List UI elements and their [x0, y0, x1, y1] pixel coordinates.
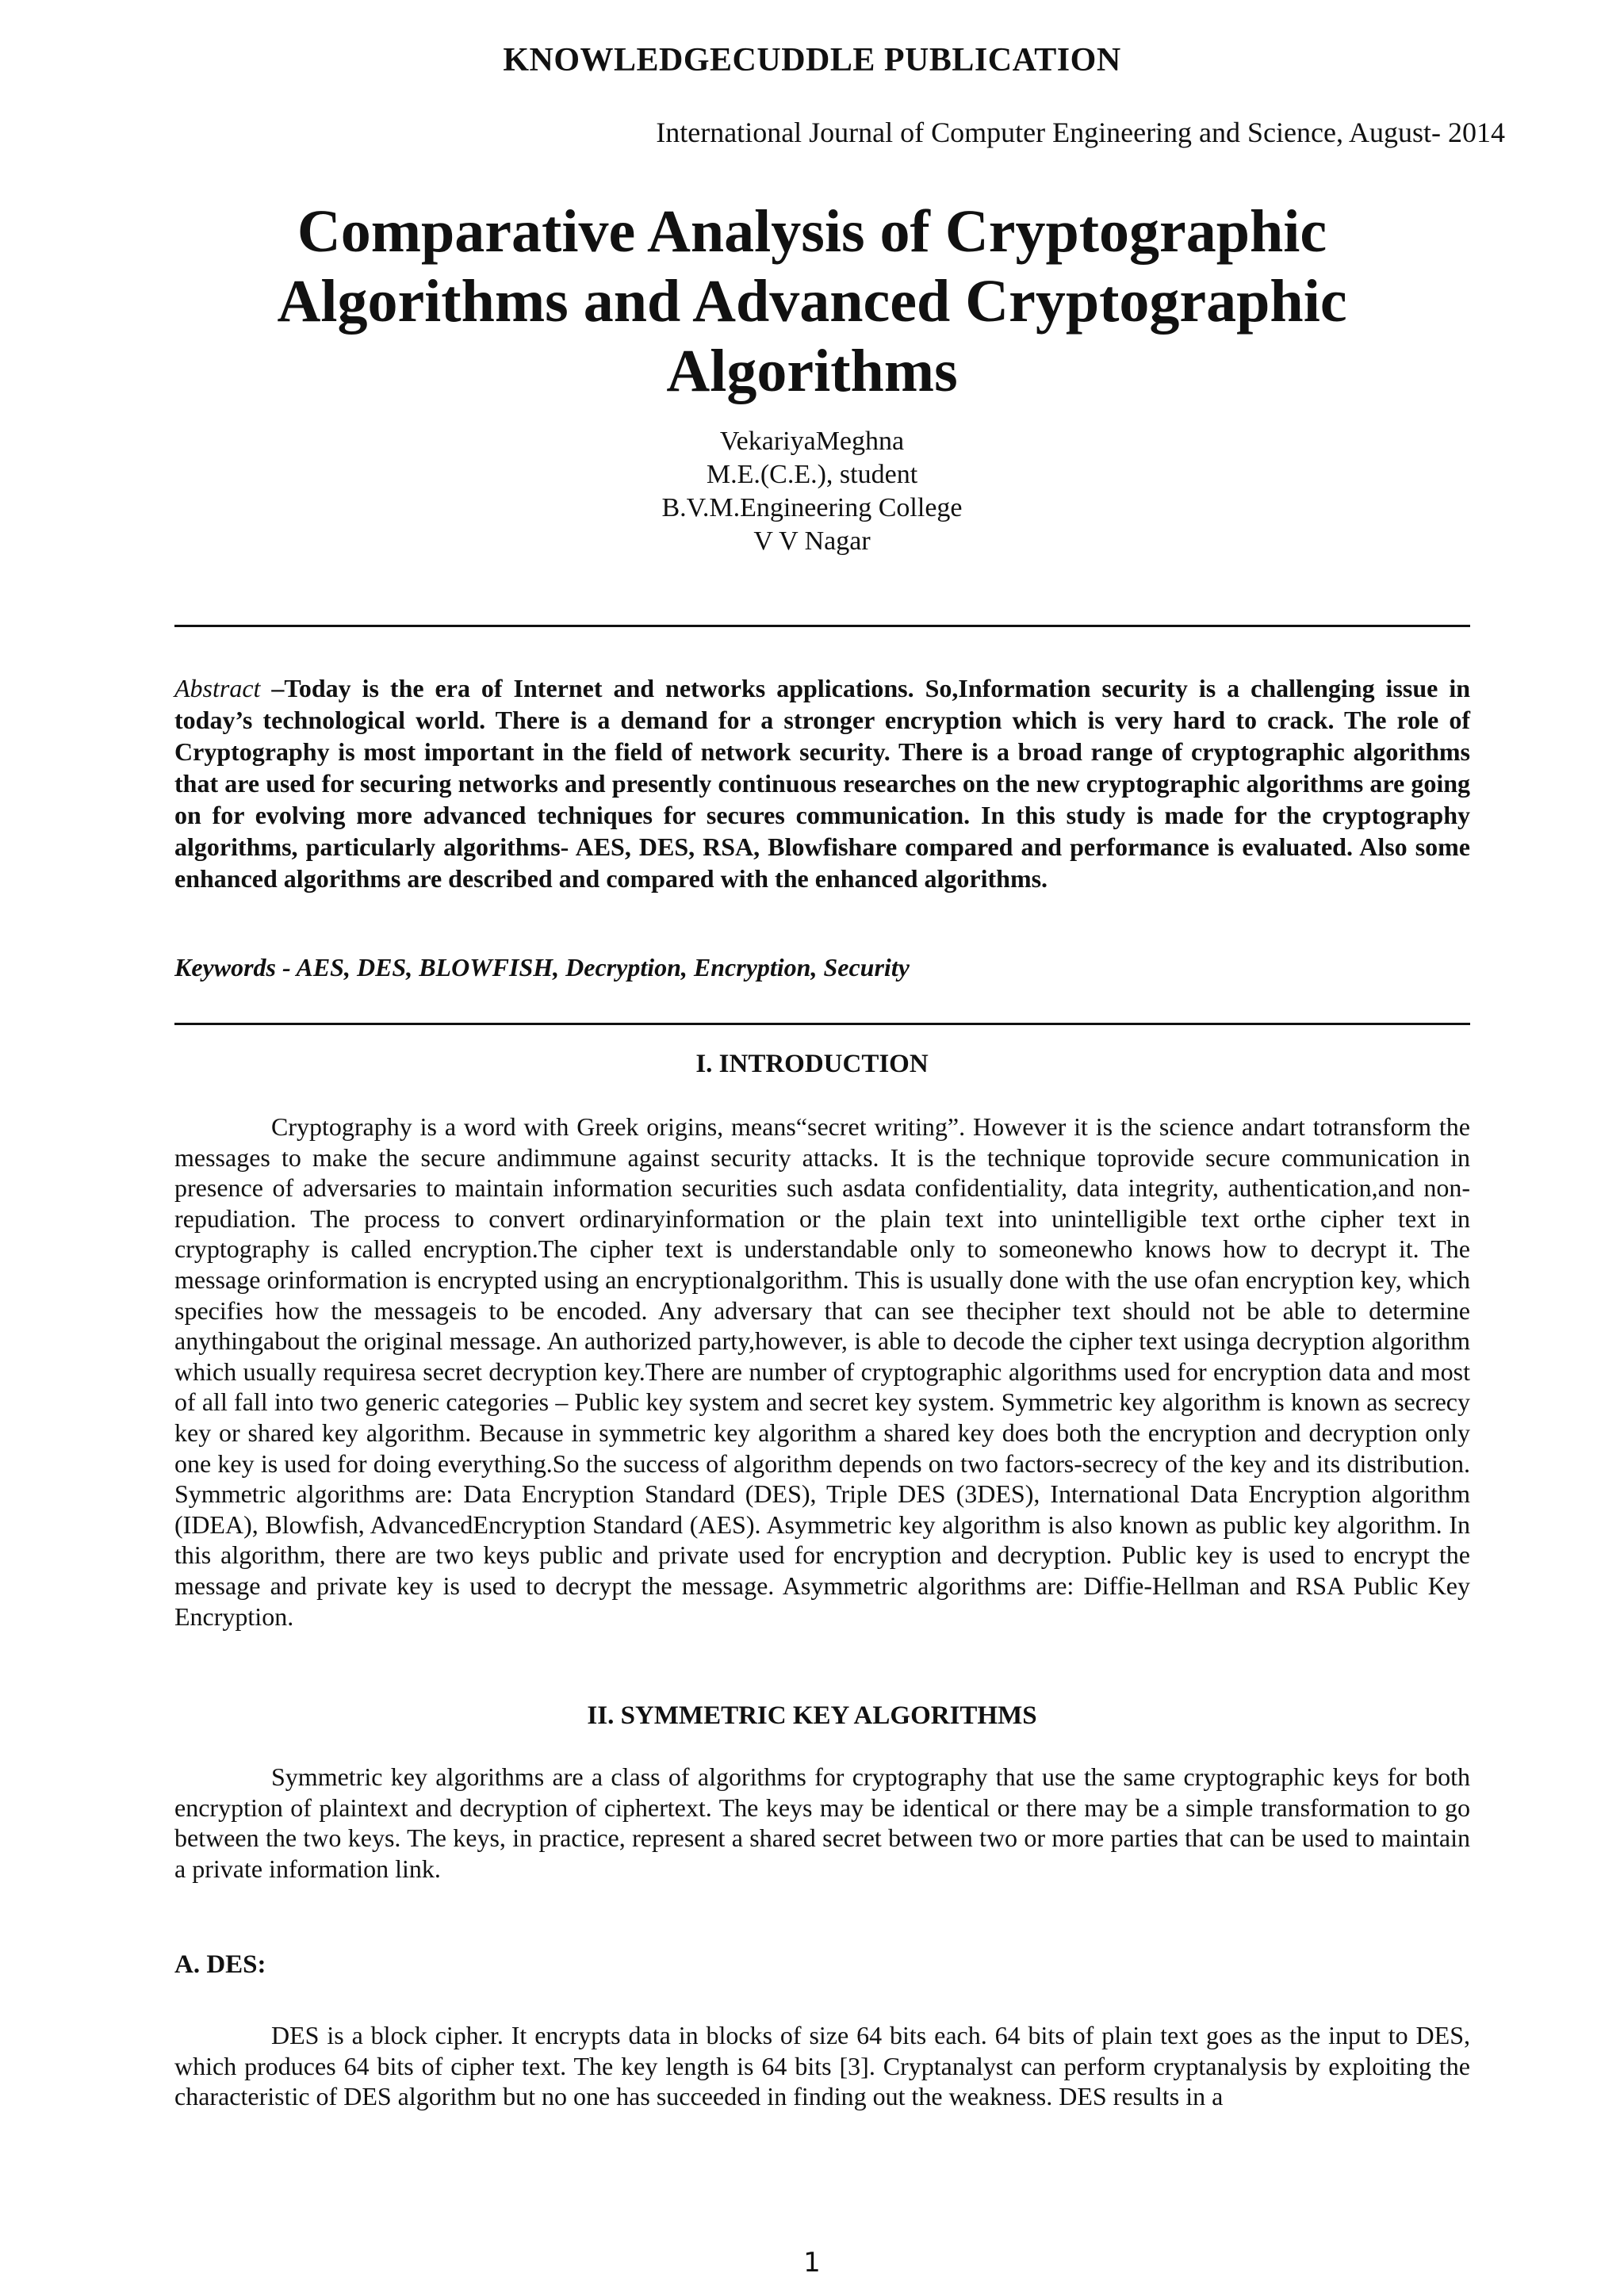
- keywords: Keywords - AES, DES, BLOWFISH, Decryption, Encryption, Security: [174, 953, 910, 982]
- author-name: VekariyaMeghna: [719, 427, 905, 456]
- divider-rule: [174, 1023, 1470, 1025]
- abstract-label: Abstract: [174, 674, 261, 702]
- page-number: 1: [803, 2247, 821, 2279]
- des-paragraph: [174, 2020, 1470, 2112]
- author-college: B.V.M.Engineering College: [661, 493, 963, 522]
- divider-rule: [174, 625, 1470, 627]
- paragraph-text: DES is a block cipher. It encrypts data in blocks of size 64 bits each. 64 bits of plain text goes as the input to DES, which produces 64 bits of cipher text. The key length is 64 bits [3]. Cryptanalyst can perform cryptanalysis by exploiting the characteristic of DES algorithm but no one has succeeded in finding out the weakness. DES results in a: [174, 2021, 1470, 2111]
- section-heading-symmetric: II. SYMMETRIC KEY ALGORITHMS: [587, 1701, 1037, 1730]
- author-block: [0, 425, 1624, 558]
- introduction-paragraph: [174, 1112, 1470, 1632]
- title-line: Algorithms: [666, 338, 958, 404]
- author-location: V V Nagar: [753, 526, 871, 556]
- abstract-text: –Today is the era of Internet and networks applications. So,Information security is a challenging issue in today’s technological world. There is a demand for a stronger encryption which is very hard to crack. The role of Cryptography is most important in the field of network security. There is a broad range of cryptographic algorithms that are used for securing networks and presently continuous researches on the new cryptographic algorithms are going on for evolving more advanced techniques for secures communication. In this study is made for the cryptography algorithms, particularly algorithms- AES, DES, RSA, Blowfishare compared and performance is evaluated. Also some enhanced algorithms are described and compared with the enhanced algorithms.: [174, 674, 1471, 893]
- title-line: Algorithms and Advanced Cryptographic: [277, 268, 1347, 335]
- symmetric-paragraph: [174, 1762, 1470, 1884]
- section-heading-introduction: I. INTRODUCTION: [695, 1050, 929, 1078]
- title-line: Comparative Analysis of Cryptographic: [297, 198, 1327, 265]
- paragraph-text: Symmetric key algorithms are a class of algorithms for cryptography that use the same cryptographic keys for both encryption of plaintext and decryption of ciphertext. The keys may be identical or there may be a simple transformation to go between the two keys. The keys, in practice, represent a shared secret between two or more parties that can be used to maintain a private information link.: [174, 1762, 1470, 1883]
- subsection-heading-des: A. DES:: [174, 1950, 266, 1979]
- abstract: [174, 672, 1470, 894]
- paragraph-text: Cryptography is a word with Greek origins, means“secret writing”. However it is the science andart totransform the messages to make the secure andimmune against security attacks. It is the technique toprovide secure communication in presence of adversaries to maintain information securities such asdata confidentiality, data integrity, authentication,and non-repudiation. The process to convert ordinaryinformation or the plain text into unintelligible text orthe cipher text in cryptography is called encryption.The cipher text is understandable only to someonewho knows how to decrypt it. The message orinformation is encrypted using an encryptionalgorithm. This is usually done with the use ofan encryption key, which specifies how the messageis to be encoded. Any adversary that can see thecipher text should not be able to determine anythingabout the original message. An authorized party,however, is able to decode the cipher text usinga decryption algorithm which usually requiresa secret decryption key.There are number of cryptographic algorithms used for encryption data and most of all fall into two generic categories – Public key system and secret key system. Symmetric key algorithm is known as secrecy key or shared key algorithm. Because in symmetric key algorithm a shared key does both the encryption and decryption only one key is used for doing everything.So the success of algorithm depends on two factors-secrecy of the key and its distribution. Symmetric algorithms are: Data Encryption Standard (DES), Triple DES (3DES), International Data Encryption algorithm (IDEA), Blowfish, AdvancedEncryption Standard (AES). Asymmetric key algorithm is also known as public key algorithm. In this algorithm, there are two keys public and private used for encryption and decryption. Public key is used to encrypt the message and private key is used to decrypt the message. Asymmetric algorithms are: Diffie-Hellman and RSA Public Key Encryption.: [174, 1112, 1470, 1631]
- journal-info: International Journal of Computer Engineering and Science, August- 2014: [656, 117, 1505, 148]
- publisher-header: KNOWLEDGECUDDLE PUBLICATION: [503, 42, 1121, 78]
- paper-title: [0, 197, 1624, 406]
- author-degree: M.E.(C.E.), student: [706, 460, 918, 489]
